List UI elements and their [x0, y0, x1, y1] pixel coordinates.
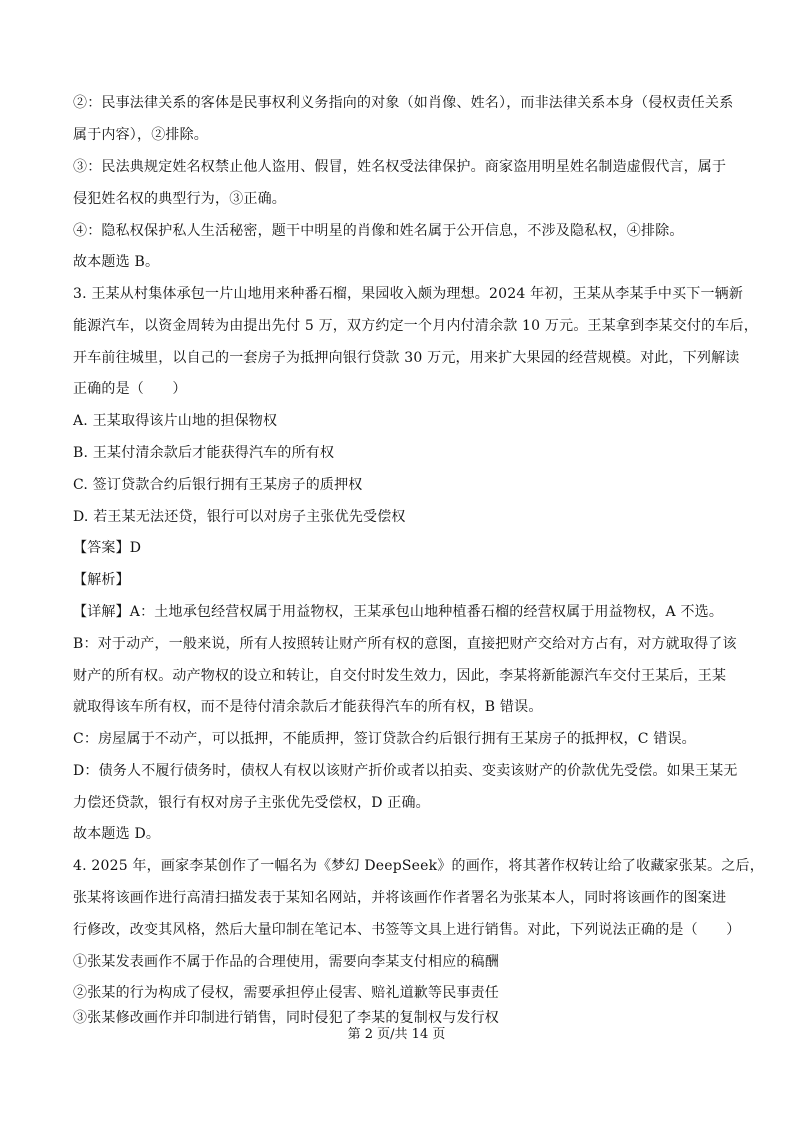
text-line: 力偿还贷款，银行有权对房子主张优先受偿权，D 正确。	[73, 795, 430, 811]
text-line: 正确的是（ ）	[73, 381, 187, 397]
option-c: C. 签订贷款合约后银行拥有王某房子的质押权	[73, 477, 363, 493]
option-d: D. 若王某无法还贷，银行可以对房子主张优先受偿权	[73, 509, 406, 525]
text-line: 财产的所有权。动产物权的设立和转让，自交付时发生效力，因此，李某将新能源汽车交付王某后，王某	[73, 668, 727, 684]
answer-line: 【答案】D	[73, 540, 142, 556]
text-line: B：对于动产，一般来说，所有人按照转让财产所有权的意图，直接把财产交给对方占有，对方就取得了该	[73, 636, 737, 652]
text-line: 属于内容），②排除。	[73, 127, 208, 143]
text-line: ④：隐私权保护私人生活秘密，题干中明星的肖像和姓名属于公开信息，不涉及隐私权，④排除。	[73, 223, 684, 239]
text-line: 张某将该画作进行高清扫描发表于某知名网站，并将该画作作者署名为张某本人，同时将该画作的图案进	[73, 890, 727, 906]
page-footer: 第 2 页/共 14 页	[347, 1027, 446, 1042]
question-4-stem: 4. 2025 年，画家李某创作了一幅名为《梦幻 DeepSeek》的画作，将其著作权转让给了收藏家张某。之后，	[73, 858, 764, 874]
text-line: D：债务人不履行债务时，债权人有权以该财产折价或者以拍卖、变卖该财产的价款优先受偿。如果王某无	[73, 763, 738, 779]
statement-1: ①张某发表画作不属于作品的合理使用，需要向李某支付相应的稿酬	[73, 954, 499, 970]
text-line: ③：民法典规定姓名权禁止他人盗用、假冒，姓名权受法律保护。商家盗用明星姓名制造虚假代言，属于	[73, 159, 727, 175]
option-a: A. 王某取得该片山地的担保物权	[73, 413, 278, 429]
question-3-stem: 3. 王某从村集体承包一片山地用来种番石榴，果园收入颇为理想。2024 年初，王某从李某手中买下一辆新	[73, 286, 744, 302]
text-line: 行修改，改变其风格，然后大量印制在笔记本、书签等文具上进行销售。对此，下列说法正确的是（ ）	[73, 922, 741, 938]
text-line: 故本题选 B。	[73, 254, 160, 270]
statement-3: ③张某修改画作并印制进行销售，同时侵犯了李某的复制权与发行权	[73, 1010, 499, 1026]
text-line: 就取得该车所有权，而不是待付清余款后才能获得汽车的所有权，B 错误。	[73, 699, 543, 715]
analysis-heading: 【解析】	[73, 572, 130, 588]
text-line: 能源汽车，以资金周转为由提出先付 5 万，双方约定一个月内付清余款 10 万元。王某拿到李某交付的车后，	[73, 318, 758, 334]
text-line: 侵犯姓名权的典型行为，③正确。	[73, 191, 286, 207]
explanation-line: 【详解】A：土地承包经营权属于用益物权，王某承包山地种植番石榴的经营权属于用益物权，A 不选。	[73, 604, 724, 620]
text-line: 开车前往城里，以自己的一套房子为抵押向银行贷款 30 万元，用来扩大果园的经营规模。对此，下列解读	[73, 350, 740, 366]
statement-2: ②张某的行为构成了侵权，需要承担停止侵害、赔礼道歉等民事责任	[73, 985, 499, 1001]
text-line: ②：民事法律关系的客体是民事权利义务指向的对象（如肖像、姓名），而非法律关系本身（侵权责任关系	[73, 95, 734, 111]
text-line: 故本题选 D。	[73, 826, 161, 842]
text-line: C：房屋属于不动产，可以抵押，不能质押，签订贷款合约后银行拥有王某房子的抵押权，C 错误。	[73, 731, 696, 747]
option-b: B. 王某付清余款后才能获得汽车的所有权	[73, 445, 335, 461]
